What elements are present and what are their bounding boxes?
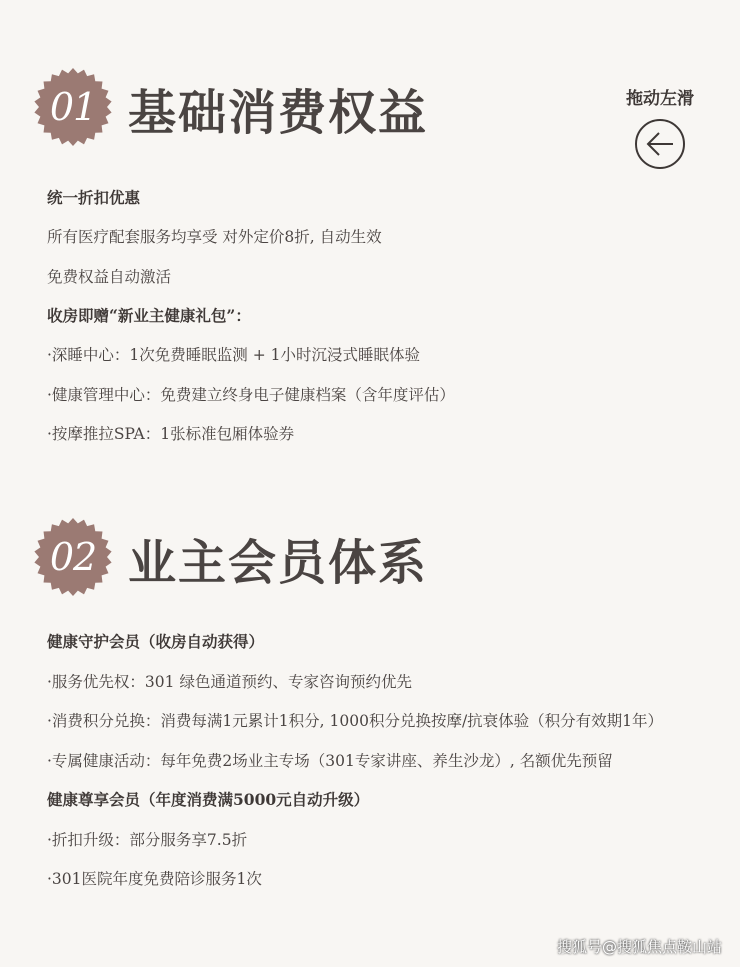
- section-title: 基础消费权益: [128, 85, 429, 141]
- section-number: 01: [49, 85, 97, 129]
- list-item: ·健康管理中心：免费建立终身电子健康档案（含年度评估）: [47, 385, 455, 404]
- section-badge-01: [34, 68, 112, 146]
- list-item: 所有医疗配套服务均享受 对外定价8折, 自动生效: [47, 228, 382, 247]
- subheading: 收房即赠“新业主健康礼包”：: [47, 305, 251, 325]
- arrow-left-icon: [637, 121, 683, 167]
- list-item: ·服务优先权：301 绿色通道预约、专家咨询预约优先: [47, 672, 412, 691]
- list-item: 免费权益自动激活: [47, 267, 172, 286]
- watermark: 搜狐号@搜狐焦点鞍山站: [556, 938, 722, 956]
- list-item: ·301医院年度免费陪诊服务1次: [47, 870, 262, 888]
- section-number: 02: [49, 535, 97, 579]
- list-item: ·按摩推拉SPA：1张标准包厢体验券: [47, 424, 295, 443]
- list-item: ·深睡中心：1次免费睡眠监测 + 1小时沉浸式睡眠体验: [47, 346, 420, 365]
- section-badge-02: [34, 518, 112, 596]
- list-item: ·消费积分兑换：消费每满1元累计1积分, 1000积分兑换按摩/抗衰体验（积分有效期1年）: [47, 712, 664, 730]
- subheading: 统一折扣优惠: [47, 188, 141, 207]
- swipe-hint-label: 拖动左滑: [626, 89, 694, 109]
- section-title: 业主会员体系: [128, 535, 429, 591]
- subheading: 健康守护会员（收房自动获得）: [47, 632, 265, 651]
- arrow-left-circle-icon[interactable]: [635, 119, 685, 169]
- list-item: ·专属健康活动：每年免费2场业主专场（301专家讲座、养生沙龙）, 名额优先预留: [47, 751, 613, 770]
- swipe-hint[interactable]: [620, 84, 700, 169]
- subheading: 健康尊享会员（年度消费满5000元自动升级）: [47, 790, 370, 809]
- list-item: ·折扣升级：部分服务享7.5折: [47, 830, 248, 849]
